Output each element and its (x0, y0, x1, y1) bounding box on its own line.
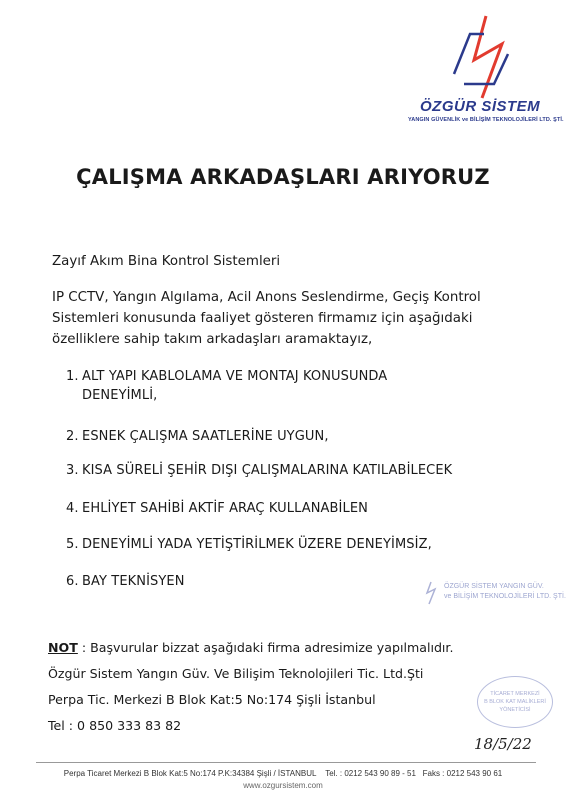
footer-divider (36, 762, 536, 763)
note-text: : Başvurular bizzat aşağıdaki firma adresimize yapılmalıdır. (77, 640, 454, 655)
logo-company-name: ÖZGÜR SİSTEM (420, 98, 541, 115)
requirement-text: EHLİYET SAHİBİ AKTİF ARAÇ KULLANABİLEN (82, 501, 368, 516)
footer-fax: Faks : 0212 543 90 61 (422, 769, 503, 778)
company-name: Özgür Sistem Yangın Güv. Ve Bilişim Teknolojileri Tic. Ltd.Şti (48, 666, 424, 681)
note-block (48, 640, 518, 744)
requirement-number: 1. (66, 369, 79, 384)
requirement-item (66, 499, 536, 535)
requirement-number: 6. (66, 574, 79, 589)
requirement-text: DENEYİMLİ YADA YETİŞTİRİLMEK ÜZERE DENEYİMSİZ, (82, 537, 432, 552)
requirement-item (66, 461, 536, 499)
requirement-number: 4. (66, 501, 79, 516)
requirement-text: BAY TEKNİSYEN (82, 574, 185, 589)
intro-line: özelliklere sahip takım arkadaşları aramaktayız, (52, 332, 373, 347)
requirement-item (66, 535, 536, 572)
round-stamp-line: YÖNETİCİSİ (499, 707, 531, 713)
company-phone: Tel : 0 850 333 83 82 (48, 718, 182, 733)
footer-contact (0, 769, 566, 778)
company-stamp (410, 577, 566, 637)
handwritten-date: 18/5/22 (474, 735, 532, 753)
stamp-logo-icon (416, 581, 440, 605)
requirement-number: 2. (66, 429, 79, 444)
note-label: NOT (48, 640, 78, 655)
requirement-number: 3. (66, 463, 79, 478)
lightning-logo-icon (424, 14, 524, 100)
round-stamp-line: B BLOK KAT MALİKLERİ (484, 699, 546, 705)
intro-paragraph (52, 288, 552, 351)
round-stamp-line: TİCARET MERKEZİ (490, 691, 540, 697)
subtitle: Zayıf Akım Bina Kontrol Sistemleri (52, 254, 281, 269)
requirements-list (66, 367, 536, 602)
company-logo (400, 14, 564, 132)
logo-tagline: YANGIN GÜVENLİK ve BİLİŞİM TEKNOLOJİLERİ LTD. ŞTİ. (408, 117, 564, 123)
requirement-text-continued: DENEYİMLİ, (82, 388, 158, 403)
note-line (48, 640, 518, 666)
requirement-item (66, 427, 536, 461)
intro-line: Sistemleri konusunda faaliyet gösteren firmamız için aşağıdaki (52, 311, 473, 326)
requirement-text: ESNEK ÇALIŞMA SAATLERİNE UYGUN, (82, 429, 329, 444)
page-title: ÇALIŞMA ARKADAŞLARI ARIYORUZ (76, 165, 490, 189)
stamp-line: ÖZGÜR SİSTEM YANGIN GÜV. (444, 583, 544, 590)
footer-website[interactable]: www.ozgursistem.com (243, 781, 323, 790)
requirement-text: ALT YAPI KABLOLAMA VE MONTAJ KONUSUNDA (82, 369, 388, 384)
requirement-item (66, 367, 536, 427)
intro-line: IP CCTV, Yangın Algılama, Acil Anons Seslendirme, Geçiş Kontrol (52, 290, 481, 305)
requirement-text: KISA SÜRELİ ŞEHİR DIŞI ÇALIŞMALARINA KATILABİLECEK (82, 463, 453, 478)
footer-tel: Tel. : 0212 543 90 89 - 51 (325, 769, 416, 778)
stamp-line: ve BİLİŞİM TEKNOLOJİLERİ LTD. ŞTİ. (444, 593, 566, 600)
company-address: Perpa Tic. Merkezi B Blok Kat:5 No:174 Şişli İstanbul (48, 692, 376, 707)
round-stamp (477, 676, 553, 728)
requirement-number: 5. (66, 537, 79, 552)
footer-address: Perpa Ticaret Merkezi B Blok Kat:5 No:174 P.K:34384 Şişli / İSTANBUL (63, 769, 317, 778)
